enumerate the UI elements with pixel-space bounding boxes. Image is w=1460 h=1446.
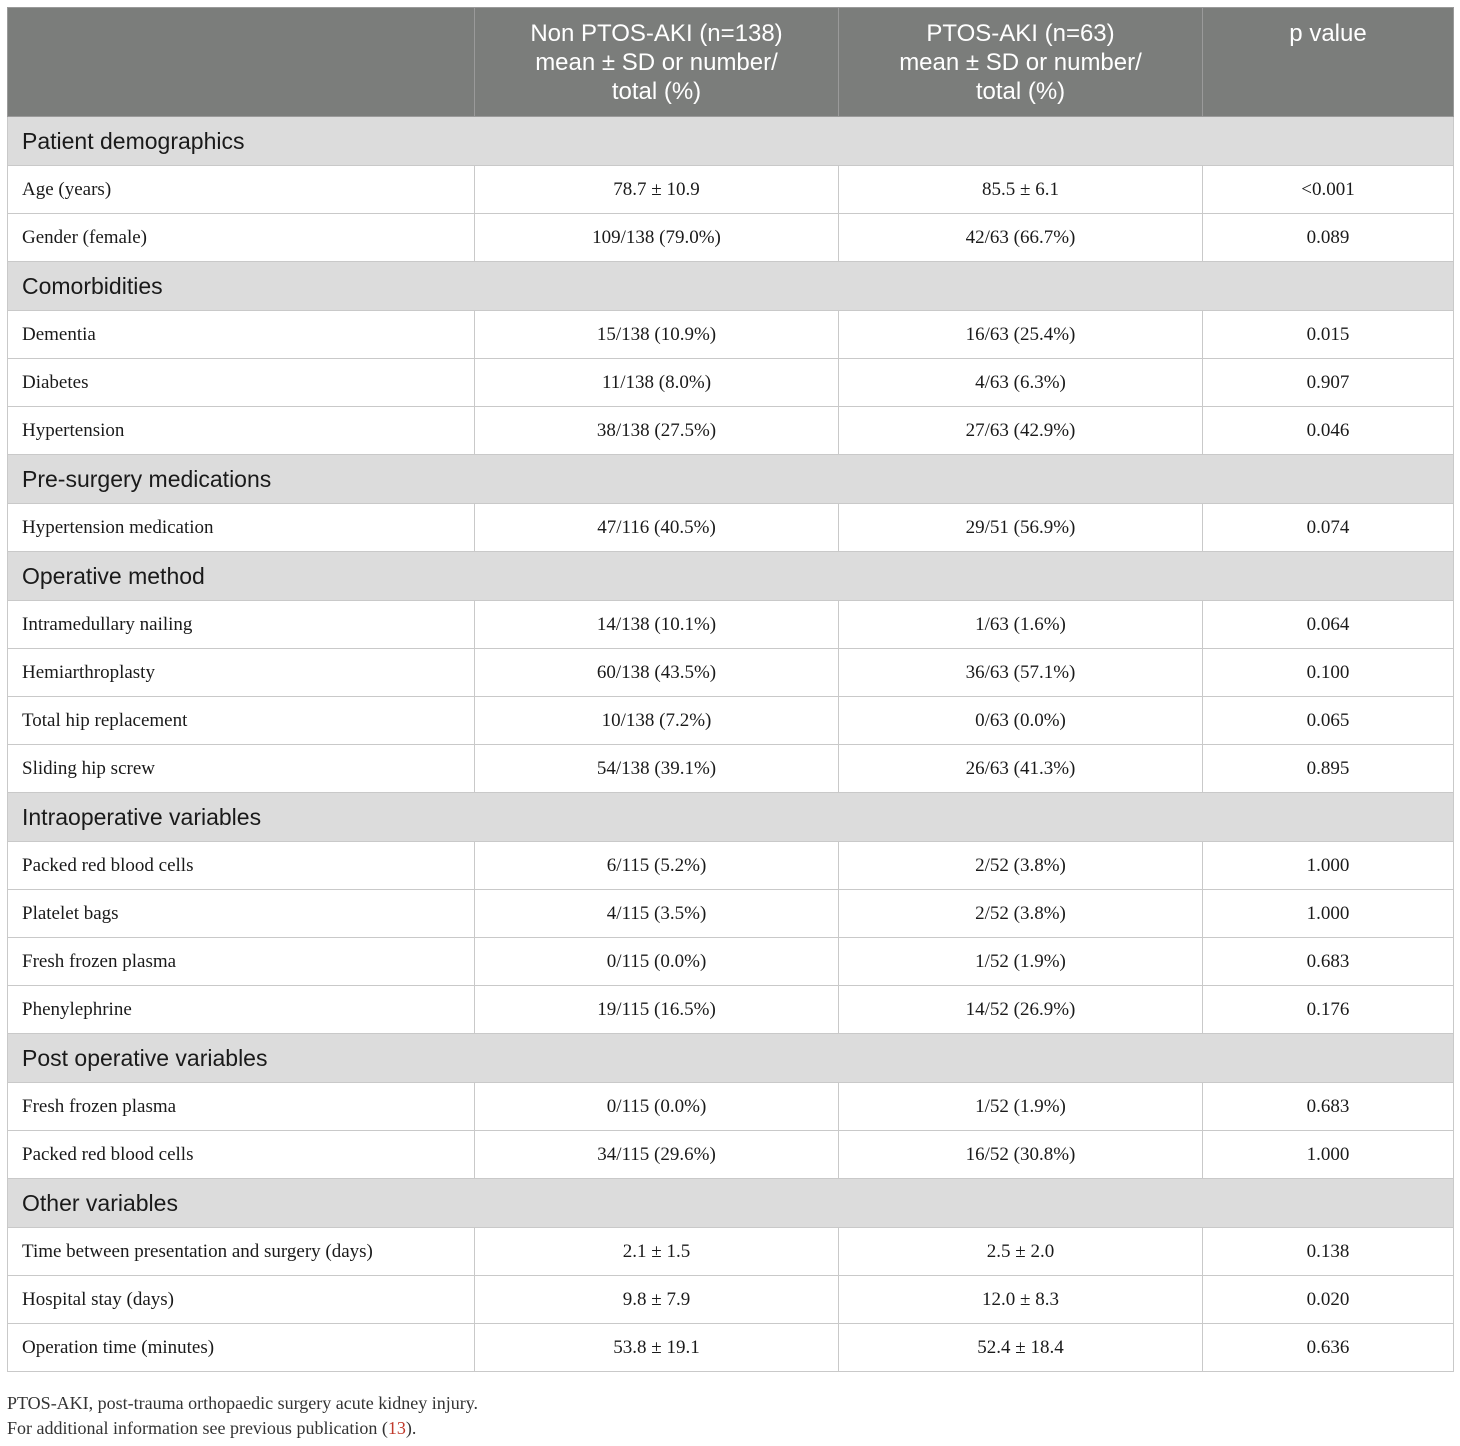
cell-p-value: 0.907: [1203, 359, 1454, 407]
cell-p-value: 0.176: [1203, 986, 1454, 1034]
cell-non-ptos-aki: 54/138 (39.1%): [475, 745, 839, 793]
table-row: [8, 1276, 1454, 1324]
table-row: [8, 407, 1454, 455]
table-row: [8, 166, 1454, 214]
section-title: Operative method: [8, 552, 1454, 601]
row-label: Age (years): [8, 166, 475, 214]
section-row: [8, 1034, 1454, 1083]
section-title: Other variables: [8, 1179, 1454, 1228]
table-row: [8, 311, 1454, 359]
header-row: [8, 8, 1454, 117]
cell-non-ptos-aki: 38/138 (27.5%): [475, 407, 839, 455]
section-title: Patient demographics: [8, 117, 1454, 166]
cell-p-value: 0.138: [1203, 1228, 1454, 1276]
table-row: [8, 697, 1454, 745]
cell-non-ptos-aki: 34/115 (29.6%): [475, 1131, 839, 1179]
cell-non-ptos-aki: 11/138 (8.0%): [475, 359, 839, 407]
table-row: [8, 214, 1454, 262]
cell-ptos-aki: 0/63 (0.0%): [839, 697, 1203, 745]
header-line: PTOS-AKI (n=63): [926, 20, 1115, 47]
row-label: Sliding hip screw: [8, 745, 475, 793]
table-header: [8, 8, 1454, 117]
cell-ptos-aki: 36/63 (57.1%): [839, 649, 1203, 697]
cell-non-ptos-aki: 4/115 (3.5%): [475, 890, 839, 938]
header-line: p value: [1289, 20, 1367, 47]
section-row: [8, 455, 1454, 504]
cell-ptos-aki: 16/52 (30.8%): [839, 1131, 1203, 1179]
row-label: Fresh frozen plasma: [8, 938, 475, 986]
section-title: Comorbidities: [8, 262, 1454, 311]
header-line: mean ± SD or number/: [899, 49, 1142, 76]
row-label: Intramedullary nailing: [8, 601, 475, 649]
row-label: Gender (female): [8, 214, 475, 262]
comparison-table: [7, 7, 1454, 1372]
cell-p-value: 0.636: [1203, 1324, 1454, 1372]
section-title: Pre-surgery medications: [8, 455, 1454, 504]
footnote-abbreviation: PTOS-AKI, post-trauma orthopaedic surgery acute kidney injury.: [7, 1393, 479, 1413]
cell-p-value: <0.001: [1203, 166, 1454, 214]
table-row: [8, 986, 1454, 1034]
row-label: Dementia: [8, 311, 475, 359]
header-cell-label: [8, 8, 475, 117]
cell-non-ptos-aki: 53.8 ± 19.1: [475, 1324, 839, 1372]
cell-p-value: 0.683: [1203, 938, 1454, 986]
cell-p-value: 0.074: [1203, 504, 1454, 552]
table-row: [8, 359, 1454, 407]
cell-p-value: 0.895: [1203, 745, 1454, 793]
header-line: total (%): [975, 78, 1066, 105]
cell-ptos-aki: 85.5 ± 6.1: [839, 166, 1203, 214]
row-label: Packed red blood cells: [8, 1131, 475, 1179]
cell-p-value: 0.065: [1203, 697, 1454, 745]
table-row: [8, 504, 1454, 552]
reference-link[interactable]: 13: [387, 1418, 406, 1438]
header-line: mean ± SD or number/: [535, 49, 778, 76]
row-label: Phenylephrine: [8, 986, 475, 1034]
section-title: Intraoperative variables: [8, 793, 1454, 842]
cell-ptos-aki: 2/52 (3.8%): [839, 890, 1203, 938]
row-label: Hospital stay (days): [8, 1276, 475, 1324]
cell-non-ptos-aki: 19/115 (16.5%): [475, 986, 839, 1034]
table-row: [8, 601, 1454, 649]
table-row: [8, 1083, 1454, 1131]
row-label: Packed red blood cells: [8, 842, 475, 890]
cell-p-value: 0.089: [1203, 214, 1454, 262]
table-row: [8, 1324, 1454, 1372]
cell-p-value: 0.046: [1203, 407, 1454, 455]
footnote-additional-info: [7, 1416, 416, 1440]
cell-ptos-aki: 2/52 (3.8%): [839, 842, 1203, 890]
cell-non-ptos-aki: 9.8 ± 7.9: [475, 1276, 839, 1324]
cell-non-ptos-aki: 78.7 ± 10.9: [475, 166, 839, 214]
cell-non-ptos-aki: 47/116 (40.5%): [475, 504, 839, 552]
section-title: Post operative variables: [8, 1034, 1454, 1083]
header-cell-non-ptos-aki: [475, 8, 839, 117]
header-cell-p-value: [1203, 8, 1454, 117]
cell-non-ptos-aki: 109/138 (79.0%): [475, 214, 839, 262]
row-label: Hypertension medication: [8, 504, 475, 552]
table-row: [8, 842, 1454, 890]
cell-ptos-aki: 14/52 (26.9%): [839, 986, 1203, 1034]
table-row: [8, 890, 1454, 938]
cell-ptos-aki: 1/63 (1.6%): [839, 601, 1203, 649]
cell-p-value: 1.000: [1203, 1131, 1454, 1179]
cell-p-value: 0.100: [1203, 649, 1454, 697]
section-row: [8, 117, 1454, 166]
row-label: Total hip replacement: [8, 697, 475, 745]
table-row: [8, 1131, 1454, 1179]
cell-p-value: 0.064: [1203, 601, 1454, 649]
cell-p-value: 1.000: [1203, 842, 1454, 890]
section-row: [8, 262, 1454, 311]
cell-ptos-aki: 12.0 ± 8.3: [839, 1276, 1203, 1324]
cell-ptos-aki: 1/52 (1.9%): [839, 1083, 1203, 1131]
cell-ptos-aki: 26/63 (41.3%): [839, 745, 1203, 793]
header-line: Non PTOS-AKI (n=138): [530, 20, 783, 47]
table-row: [8, 745, 1454, 793]
cell-ptos-aki: 42/63 (66.7%): [839, 214, 1203, 262]
cell-non-ptos-aki: 10/138 (7.2%): [475, 697, 839, 745]
row-label: Hypertension: [8, 407, 475, 455]
cell-ptos-aki: 29/51 (56.9%): [839, 504, 1203, 552]
section-row: [8, 793, 1454, 842]
cell-non-ptos-aki: 60/138 (43.5%): [475, 649, 839, 697]
cell-p-value: 1.000: [1203, 890, 1454, 938]
section-row: [8, 552, 1454, 601]
row-label: Time between presentation and surgery (days): [8, 1228, 475, 1276]
cell-non-ptos-aki: 15/138 (10.9%): [475, 311, 839, 359]
cell-p-value: 0.020: [1203, 1276, 1454, 1324]
header-line: total (%): [611, 78, 702, 105]
table-row: [8, 1228, 1454, 1276]
cell-ptos-aki: 27/63 (42.9%): [839, 407, 1203, 455]
section-row: [8, 1179, 1454, 1228]
cell-p-value: 0.015: [1203, 311, 1454, 359]
table-row: [8, 649, 1454, 697]
cell-non-ptos-aki: 14/138 (10.1%): [475, 601, 839, 649]
cell-non-ptos-aki: 6/115 (5.2%): [475, 842, 839, 890]
row-label: Hemiarthroplasty: [8, 649, 475, 697]
cell-ptos-aki: 4/63 (6.3%): [839, 359, 1203, 407]
row-label: Operation time (minutes): [8, 1324, 475, 1372]
row-label: Fresh frozen plasma: [8, 1083, 475, 1131]
row-label: Diabetes: [8, 359, 475, 407]
cell-ptos-aki: 1/52 (1.9%): [839, 938, 1203, 986]
table-row: [8, 938, 1454, 986]
table-body: [8, 117, 1454, 1372]
cell-non-ptos-aki: 0/115 (0.0%): [475, 1083, 839, 1131]
cell-ptos-aki: 52.4 ± 18.4: [839, 1324, 1203, 1372]
cell-non-ptos-aki: 0/115 (0.0%): [475, 938, 839, 986]
header-cell-ptos-aki: [839, 8, 1203, 117]
cell-non-ptos-aki: 2.1 ± 1.5: [475, 1228, 839, 1276]
cell-ptos-aki: 16/63 (25.4%): [839, 311, 1203, 359]
cell-ptos-aki: 2.5 ± 2.0: [839, 1228, 1203, 1276]
row-label: Platelet bags: [8, 890, 475, 938]
footnote-text: For additional information see previous publication (: [7, 1418, 388, 1438]
footnote-text: ).: [405, 1418, 417, 1438]
cell-p-value: 0.683: [1203, 1083, 1454, 1131]
